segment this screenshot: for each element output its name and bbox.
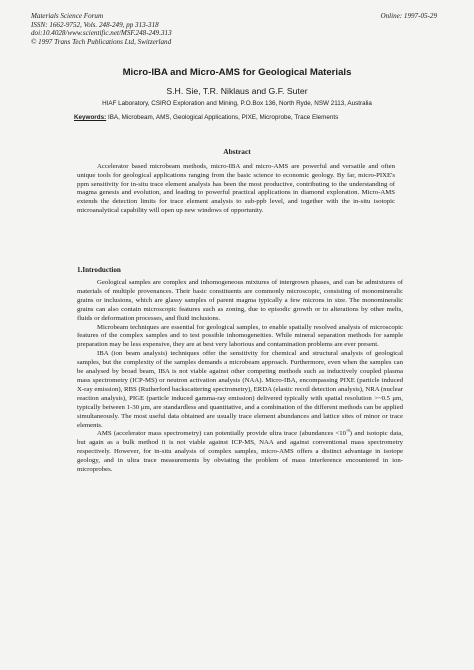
journal-name: Materials Science Forum xyxy=(31,12,104,20)
paragraph-1: Geological samples are complex and inhomogeneous mixtures of intergrown phases, and can be admixtures of materials of multiple provenances. Their basic constituents are commonly microscopic, consisting of monomineralic grains or inclusions, which are glassy samples of parent magma typically a few microns in size. The monomineralic grains can also contain microscopic features such as zoning, due to episodic growth or to alterations by other melts, fluids or deformation processes, and fluid inclusions. xyxy=(77,279,403,322)
paragraph-4-start: AMS (accelerator mass spectrometry) can potentially provide ultra trace (abundances <10 xyxy=(97,430,347,438)
affiliation: HIAF Laboratory, CSIRO Exploration and Mining, P.O.Box 136, North Ryde, NSW 2113, Australia xyxy=(102,100,372,107)
authors: S.H. Sie, T.R. Niklaus and G.F. Suter xyxy=(166,86,308,96)
abstract-heading: Abstract xyxy=(223,147,251,156)
introduction-body xyxy=(77,279,403,475)
paragraph-2: Microbeam techniques are essential for geological samples, to enable spatially resolved analysis of microscopic features of the complex samples and to test possible inhomogeneities. While mineral separation methods for sample preparation may be less expensive, they are at best very laborious and contamination problems are ever present. xyxy=(77,323,403,349)
paragraph-3: IBA (ion beam analysis) techniques offer the sensitivity for chemical and structural analysis of geological samples, but the complexity of the samples demands a microbeam approach. Furthermore, even when the samples can be analysed by broad beam, IBA is not viable against other competing methods such as inductively coupled plasma mass spectrometry (ICP-MS) or neutron activation analysis (NAA). Micro-IBA, encompassing PIXE (particle induced X-ray emission), RBS (Rutherford backscattering spectrometry), ERDA (elastic recoil detection analysis), NRA (nuclear reaction analysis), PIGE (particle induced gamma-ray emission) delivered typically with spatial resolution >~0.5 μm, typically between 1-30 μm, are standardless and quantitative, and a combination of the different methods can be applied simultaneously. The most useful data obtained are usually trace element abundances and lattice sites of minor or trace elements. xyxy=(77,350,403,429)
keywords-line xyxy=(74,114,338,121)
exponent: -9 xyxy=(346,428,350,434)
keywords-text: IBA, Microbeam, AMS, Geological Applications, PIXE, Microprobe, Trace Elements xyxy=(106,114,339,121)
journal-header xyxy=(31,12,172,46)
issn: ISSN: 1662-9752, Vols. 248-249, pp 313-318 xyxy=(31,20,159,29)
doi-link[interactable]: doi:10.4028/www.scientific.net/MSF.248-249.313 xyxy=(31,29,172,38)
abstract-text: Accelerator based microbeam methods, micro-IBA and micro-AMS are powerful and versatile and often unique tools for geological applications ranging from the basic science to economic geology. By far, micro-PIXE's ppm sensitivity for in-situ trace element analysis has been the most productive, contributing to the understanding of magma genesis and evolution, and leading to powerful practical applications in diamond exploration. Micro-AMS extends the detection limits for trace element analysis to sub-ppb level, and together with the in-situ isotopic microanalytical capability will open up new windows of opportunity. xyxy=(77,163,395,214)
section-heading: 1.Introduction xyxy=(77,266,121,274)
copyright: © 1997 Trans Tech Publications Ltd, Switzerland xyxy=(31,37,172,46)
paper-title: Micro-IBA and Micro-AMS for Geological Materials xyxy=(122,67,352,78)
paragraph-4 xyxy=(77,430,403,475)
keywords-label: Keywords: xyxy=(74,114,107,121)
online-date: Online: 1997-05-29 xyxy=(380,12,437,20)
paragraph-4-end: ) and isotopic data, but again as a bulk method it is not viable against ICP-MS, NAA and against conventional mass spectrometry respectively. However, for in-situ analysis of complex samples, micro-AMS offers a distinct advantage in isotope geology, and in ultra trace measurements by obviating the problem of mass interference encountered in ion-microprobes. xyxy=(77,430,403,474)
